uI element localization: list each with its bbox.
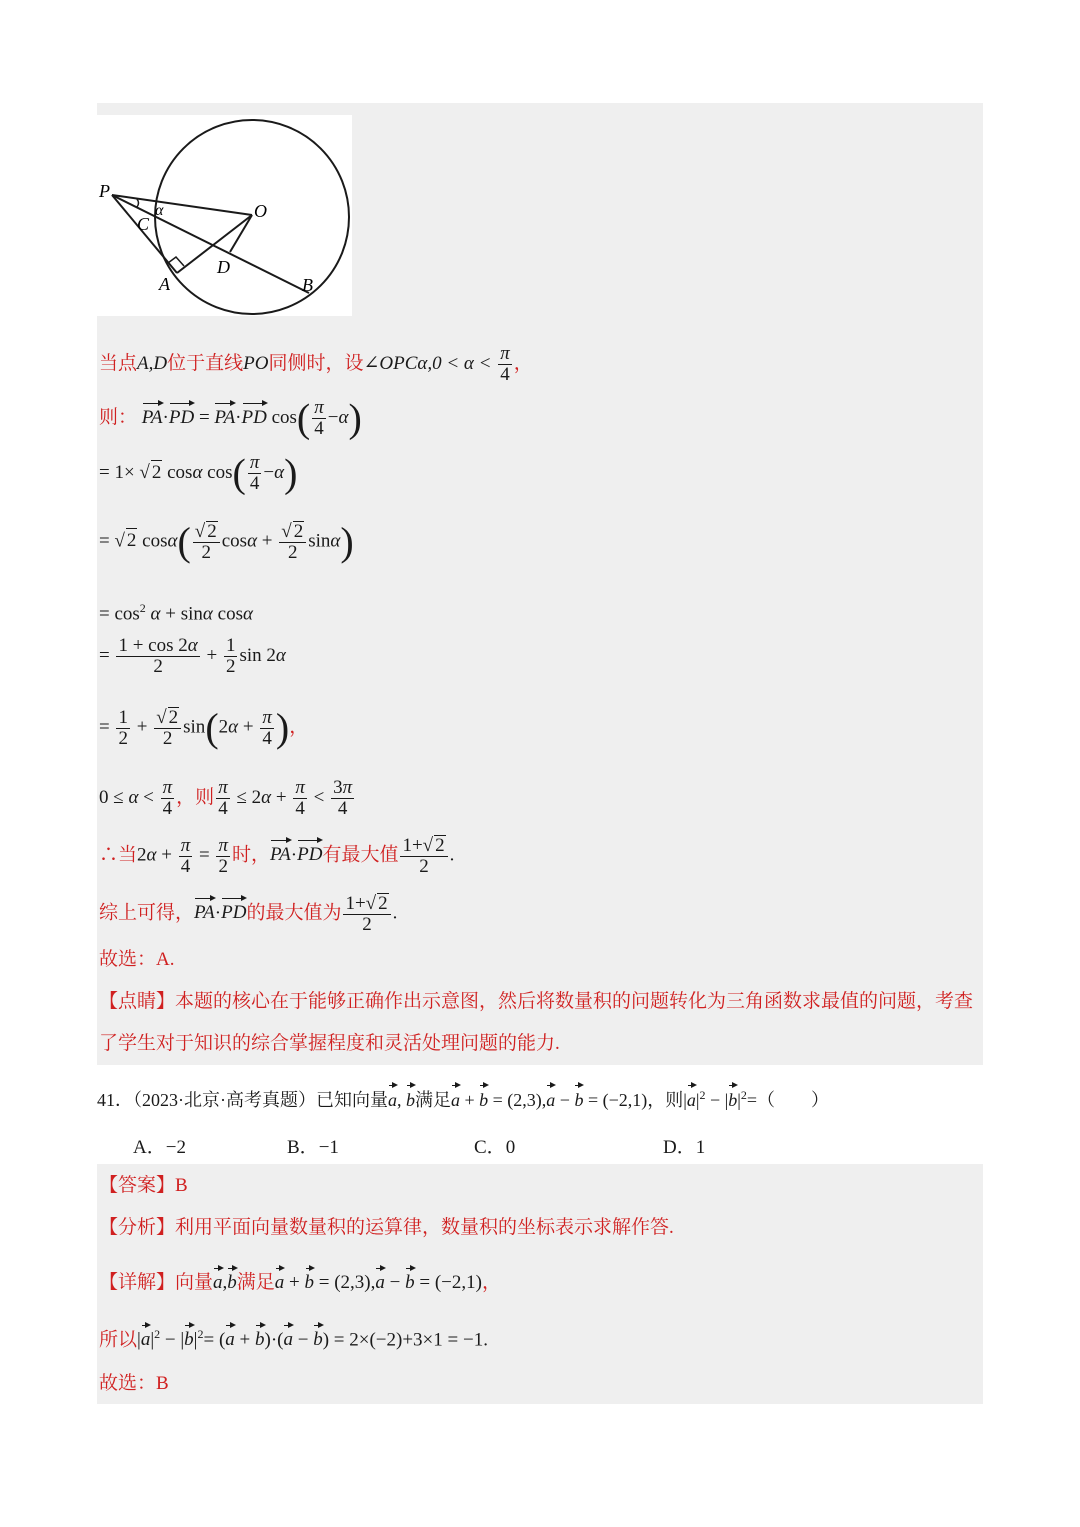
detail-prefix: 向量: [175, 1272, 214, 1293]
circle-diagram-svg: [97, 115, 352, 316]
option-C[interactable]: C．0: [474, 1137, 516, 1158]
detail-line: 【详解】向量a,b满足a + b = (2,3),a − b = (−2,1)，: [99, 1265, 501, 1295]
range-line: 0 ≤ α < $\frac{\pi}{4}$ ，则 $\frac{\pi}{4}$ ≤ 2α + $\frac{\pi}{4}$ < $\frac{3\pi}{4}$: [99, 777, 353, 819]
summary-mid: 的最大值为: [246, 902, 342, 924]
question-end: =（ ）: [746, 1090, 829, 1110]
comment-line-1: [99, 990, 973, 1014]
step-4: = $\cos^2 \alpha + \sin\alpha$ cosα: [99, 601, 253, 625]
label-A: A: [159, 274, 170, 294]
so-calc: = 2×(−2)+3×1 = −1.: [333, 1329, 488, 1351]
summary-line: 综上可得，PA·PD的最大值为 $\frac{1+√ 2}{2}$ .: [99, 893, 398, 935]
analysis-text: 利用平面向量数量积的运算律，数量积的坐标表示求解作答.: [175, 1217, 674, 1238]
question-41: 41．（2023·北京·高考真题）已知向量a, b满足a + b = (2,3),a − b = (−2,1)，则$|a|^2 - |b|^2=$（ ）: [97, 1082, 829, 1112]
answer-value: B: [175, 1175, 188, 1196]
then-label: 则：: [99, 406, 138, 428]
cond-end: ，: [513, 352, 533, 374]
question-cond2: = (−2,1): [587, 1090, 648, 1110]
label-O: O: [254, 201, 267, 221]
angle-arc-alpha: [137, 199, 139, 207]
therefore-mid: 时，: [232, 844, 271, 866]
option-A[interactable]: A．−2: [133, 1137, 186, 1158]
geometry-diagram: [97, 115, 352, 316]
line-PA: [112, 195, 177, 273]
step-final-comma: ，: [289, 716, 309, 738]
step-5: = $\frac{1 + \cos 2\alpha}{2}$ + $\frac{1}{2}$ sin 2α: [99, 635, 286, 677]
summary-prefix: 综上可得，: [99, 902, 195, 924]
option-B[interactable]: B．−1: [287, 1137, 339, 1158]
analysis-tag: 【分析】: [99, 1217, 176, 1238]
cond-line: PO: [243, 352, 269, 374]
therefore-max: 有最大值: [322, 844, 399, 866]
question-number: 41．: [97, 1090, 133, 1110]
line-OD: [230, 215, 252, 252]
detail-end: ，: [481, 1272, 501, 1293]
question-cond: = (2,3),: [492, 1090, 547, 1110]
detail-cond2: = (−2,1): [419, 1272, 482, 1293]
answer-tag: 【答案】: [99, 1175, 176, 1196]
comment-tag: 【点睛】: [99, 991, 176, 1012]
comment-line-2: 了学生对于知识的综合掌握程度和灵活处理问题的能力.: [99, 1033, 560, 1054]
label-alpha: α: [155, 202, 164, 219]
cond-prefix: 当点: [99, 352, 138, 374]
therefore-prefix: ∴当: [99, 844, 138, 866]
detail-tag: 【详解】: [99, 1272, 176, 1293]
so-prefix: 所以: [99, 1329, 138, 1351]
question-text-mid: 满足: [415, 1090, 451, 1110]
cond-angle: ∠OPCα,0 < α <: [363, 352, 492, 374]
label-B: B: [302, 275, 313, 295]
choose-A: 故选：A.: [99, 949, 175, 970]
question-then: ，则: [647, 1090, 684, 1110]
label-C: C: [137, 214, 150, 234]
cond-mid: 位于直线: [167, 352, 244, 374]
analysis-line: [99, 1216, 674, 1240]
step-6: = $\frac{1}{2}$ + $\frac{√ 2}{2}$ sin(2α + $\frac{\pi}{4}$ )，: [99, 705, 309, 750]
choose-B: 故选：B: [99, 1373, 169, 1394]
line-AO: [177, 215, 252, 273]
so-line: 所以$|a|^2 - |b|^2= (a + b)\cdot(a - b) = 2\times(-2)+3\times 1 = -1$.: [99, 1322, 488, 1352]
step-then: 则： PA·PD = PA·PD cos( $\frac{\pi}{4}$ −α): [99, 395, 362, 441]
circle: [155, 120, 349, 314]
range-then: ，则: [176, 786, 215, 808]
step-3: = √ 2 cosα( $\frac{√ 2}{2}$ cosα + $\frac{√ 2}{2}$ sinα): [99, 519, 354, 564]
question-text-prefix: 已知向量: [316, 1090, 388, 1110]
label-P: P: [99, 181, 110, 201]
detail-mid: 满足: [236, 1272, 275, 1293]
detail-cond: = (2,3),: [318, 1272, 376, 1293]
answer-line: [99, 1174, 188, 1198]
label-D: D: [217, 257, 230, 277]
option-D[interactable]: D．1: [663, 1137, 706, 1158]
frac-pi-4: $\frac{\pi}{4}$: [500, 343, 510, 385]
step-2: = 1× √ 2 cosα cos( $\frac{\pi}{4}$ −α): [99, 450, 298, 496]
cond-points: A,D: [137, 352, 168, 374]
comment-text-1: 本题的核心在于能够正确作出示意图，然后将数量积的问题转化为三角函数求最值的问题，考查: [175, 991, 974, 1012]
therefore-line: ∴当2α + $\frac{\pi}{4}$ = $\frac{\pi}{2}$ 时，PA·PD有最大值 $\frac{1+√ 2}{2}$ .: [99, 834, 455, 877]
condition-line: [99, 344, 533, 385]
question-source: （2023·北京·高考真题）: [133, 1090, 316, 1110]
cond-mid2: 同侧时，设: [268, 352, 364, 374]
